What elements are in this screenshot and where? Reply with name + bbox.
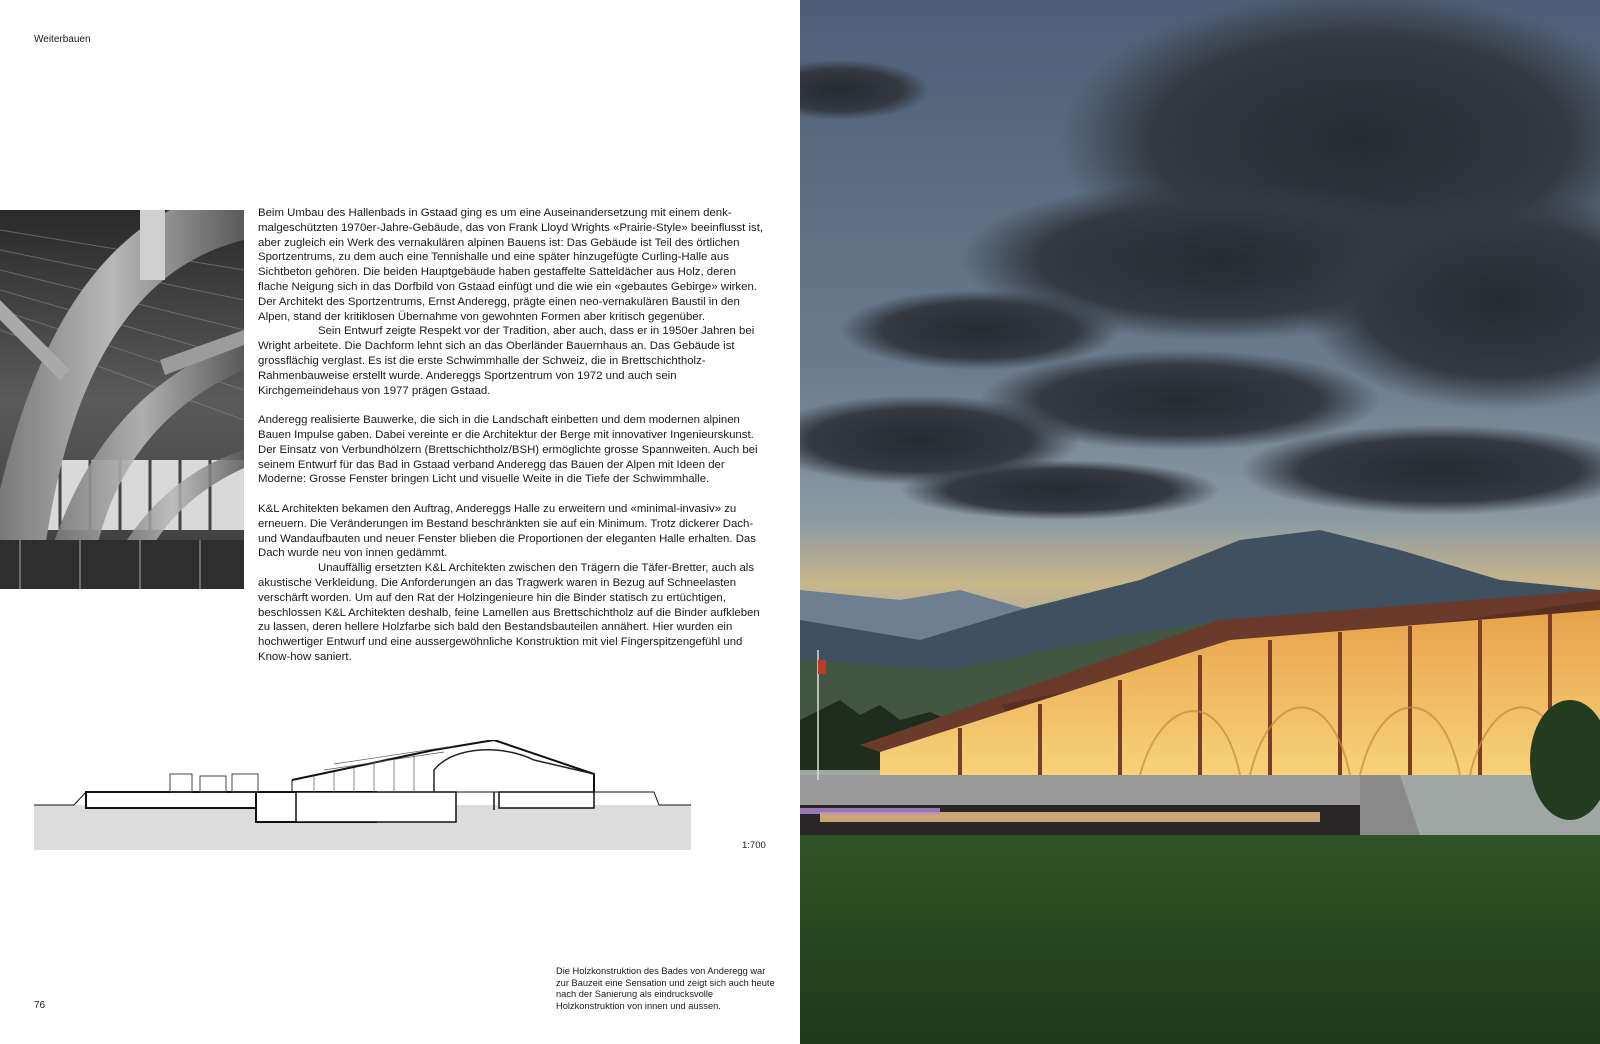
paragraph-2: Sein Entwurf zeigte Respekt vor der Tradition, aber auch, dass er in 1950er Jahren bei Wright arbeitete. Die Dachform lehnt sich an das Oberländer Bauernhaus an. Das Gebäude ist grossflächig verglast. Es ist die erste Schwimmhalle der Schweiz, die in Brettschichtholz-Rahmenbauweise erstellt wurde. Andereggs Sportzentrum von 1972 und auch sein Kirchgemeindehaus von 1977 prägen Gstaad. — [258, 325, 755, 397]
interior-timber-photo — [0, 210, 244, 589]
running-head: Weiterbauen — [34, 34, 91, 45]
paragraph-1: Beim Umbau des Hallenbads in Gstaad ging es um eine Auseinandersetzung mit einem denkmalgeschützten 1970er-Jahre-Gebäude, das von Frank Lloyd Wrights «Prairie-Style» beeinflusst ist, aber zugleich ein Werk des vernakulären alpinen Bauens ist: Das Gebäude ist Teil des örtlichen Sportzentrums, zu dem auch eine Tennishalle und eine später hinzugefügte Curling-Halle aus Sichtbeton gehören. Die beiden Hauptgebäude haben gestaffelte Satteldächer aus Holz, deren flache Neigung sich in das Dorfbild von Gstaad einfügt und die wie ein «gebautes Gebirge» wirken. Der Architekt des Sportzentrums, Ernst Anderegg, prägte einen neo-vernakulären Baustil in den Alpen, stand der kritiklosen Übernahme von gewohnten Formen aber kritisch gegenüber. — [258, 207, 764, 323]
caption: Die Holzkonstruktion des Bades von Anderegg war zur Bauzeit eine Sensation und zeigt sich auch heute nach der Sanierung als eindrucksvolle Holzkonstruktion von innen und aussen. — [556, 966, 775, 1011]
scale-label: 1:700 — [742, 840, 766, 851]
section-drawing — [34, 740, 694, 850]
paragraph-3: Anderegg realisierte Bauwerke, die sich in die Landschaft einbetten und dem modernen alpinen Bauen Impulse gaben. Dabei vereinte er die Architektur der Berge mit innovativer Ingenieurskunst. Der Einsatz von Verbundhölzern (Brettschichtholz/BSH) ermöglichte grosse Spannweiten. Auch bei seinem Entwurf für das Bad in Gstaad verband Anderegg das Bauen der Alpen mit Ideen der Moderne: Grosse Fenster bringen Licht und visuelle Weite in die Tiefe der Schwimmhalle. — [258, 414, 758, 486]
page-number: 76 — [34, 1000, 46, 1011]
paragraph-4: K&L Architekten bekamen den Auftrag, Andereggs Halle zu erweitern und «minimal-invasiv» zu erneuern. Die Veränderungen im Bestand beschränkten sie auf ein Minimum. Trotz dickerer Dach- und Wandaufbauten und neuer Fenster blieben die Proportionen der eleganten Halle erhalten. Das Dach wurde neu von innen gedämmt. — [258, 502, 756, 560]
body-text — [258, 206, 768, 665]
exterior-dusk-photo — [800, 0, 1600, 1044]
paragraph-5: Unauffällig ersetzten K&L Architekten zwischen den Trägern die Täfer-Bretter, auch als akustische Verkleidung. Die Anforderungen an das Tragwerk waren in Bezug auf Schneelasten verschärft worden. Um auf den Rat der Holzingenieure hin die Binder statisch zu ertüchtigen, beschlossen K&L Architekten deshalb, feine Lamellen aus Brettschichtholz auf die Binder aufkleben zu lassen, deren hellere Holzfarbe sich bald den Bestandsbauteilen annähert. Hier wurden ein hochwertiger Entwurf und eine aussergewöhnliche Konstruktion mit viel Fingerspitzengefühl und Know-how saniert. — [258, 562, 760, 663]
